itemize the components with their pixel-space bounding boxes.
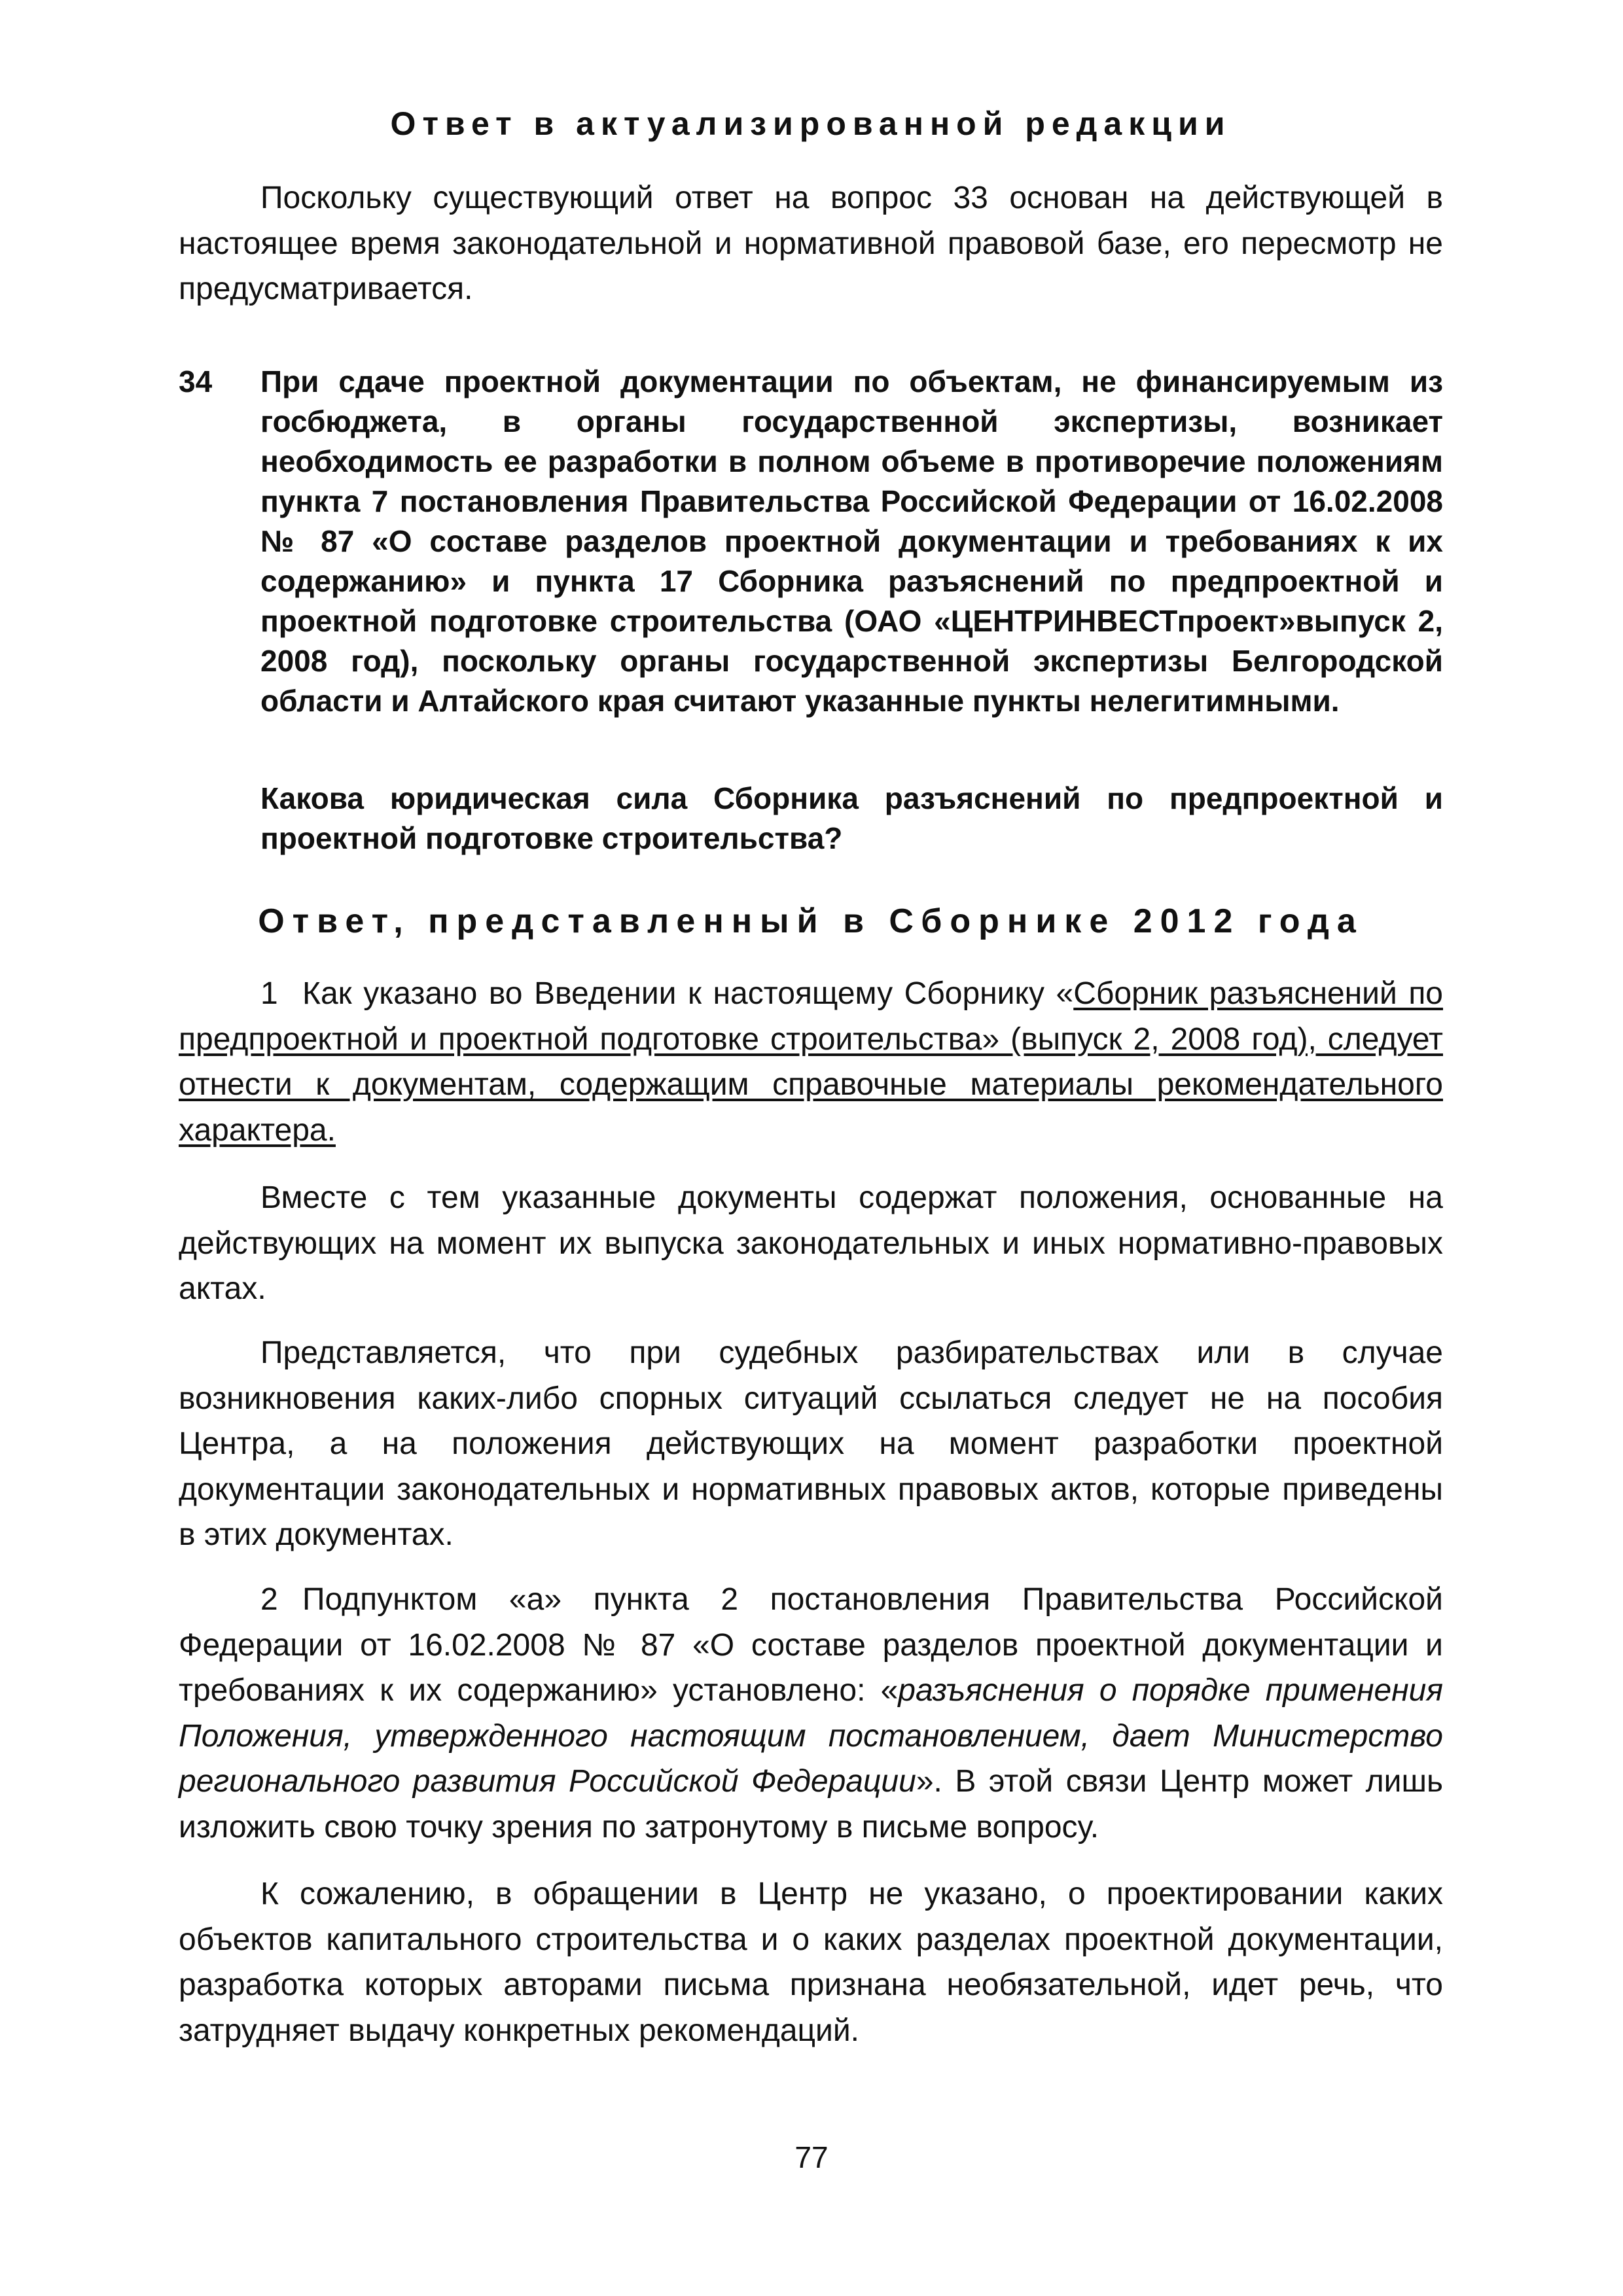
question-text: При сдаче проектной документации по объектам, не финансируемым из госбюджета, в органы государственной экспертизы, возникает необходимость ее разработки в полном объеме в противоречие положениям пункта 7 постановления Правительства Российской Федерации от 16.02.2008 № 87 «О составе разделов проектной документации и требованиях к их содержанию» и пункта 17 Сборника разъяснений по предпроектной и проектной подготовке строительства (ОАО «ЦЕНТРИНВЕСТпроект»выпуск 2, 2008 год), поскольку органы государственной экспертизы Белгородской области и Алтайского края считают указанные пункты нелегитимными. [260, 364, 1443, 718]
answer-item-2-outro: ». В этой связи Центр может лишь изложить свою точку зрения по затронутому в письме вопросу. [179, 1764, 1443, 1845]
question-number: 34 [179, 364, 213, 398]
answer-item-1 [179, 971, 1443, 1153]
paragraph-updated-answer: Поскольку существующий ответ на вопрос 33 основан на действующей в настоящее время законодательной и нормативной правовой базе, его пересмотр не предусматривается. [179, 181, 1443, 306]
answer-item-2-number: 2 [260, 1582, 278, 1617]
question-line: Какова юридическая сила Сборника разъяснений по предпроектной и проектной подготовке строительства? [260, 781, 1443, 855]
heading-answer-2012: Ответ, представленный в Сборнике 2012 года [258, 902, 1364, 940]
answer-item-2-quote: разъяснения о порядке применения Положения, утвержденного настоящим постановлением, дает Министерство регионального развития Российской Федерации [179, 1673, 1443, 1799]
page-number: 77 [794, 2140, 829, 2174]
answer-item-1-underlined: Сборник разъяснений по предпроектной и проектной подготовке строительства» (выпуск 2, 2008 год), следует отнести к документам, содержащим справочные материалы рекомендательного характера. [179, 976, 1444, 1148]
answer-item-2-intro: Подпунктом «а» пункта 2 постановления Правительства Российской Федерации от 16.02.2008 № 87 «О составе разделов проектной документации и требованиях к их содержанию» установлено: « [179, 1582, 1443, 1708]
answer-item-2 [179, 1577, 1443, 1850]
answer-paragraph-a: Вместе с тем указанные документы содержат положения, основанные на действующих на момент их выпуска законодательных и иных нормативно-правовых актах. [179, 1180, 1443, 1306]
answer-paragraph-b: Представляется, что при судебных разбирательствах или в случае возникновения каких-либо спорных ситуаций ссылаться следует не на пособия Центра, а на положения действующих на момент разработки проектной документации законодательных и нормативных правовых актов, которые приведены в этих документах. [179, 1335, 1443, 1552]
answer-item-1-intro: Как указано во Введении к настоящему Сборнику « [302, 976, 1074, 1011]
answer-item-1-number: 1 [260, 976, 278, 1011]
heading-updated-answer: Ответ в актуализированной редакции [390, 105, 1232, 142]
answer-paragraph-c: К сожалению, в обращении в Центр не указано, о проектировании каких объектов капитального строительства и о каких разделах проектной документации, разработка которых авторами письма признана необязательной, идет речь, что затрудняет выдачу конкретных рекомендаций. [179, 1877, 1443, 2048]
